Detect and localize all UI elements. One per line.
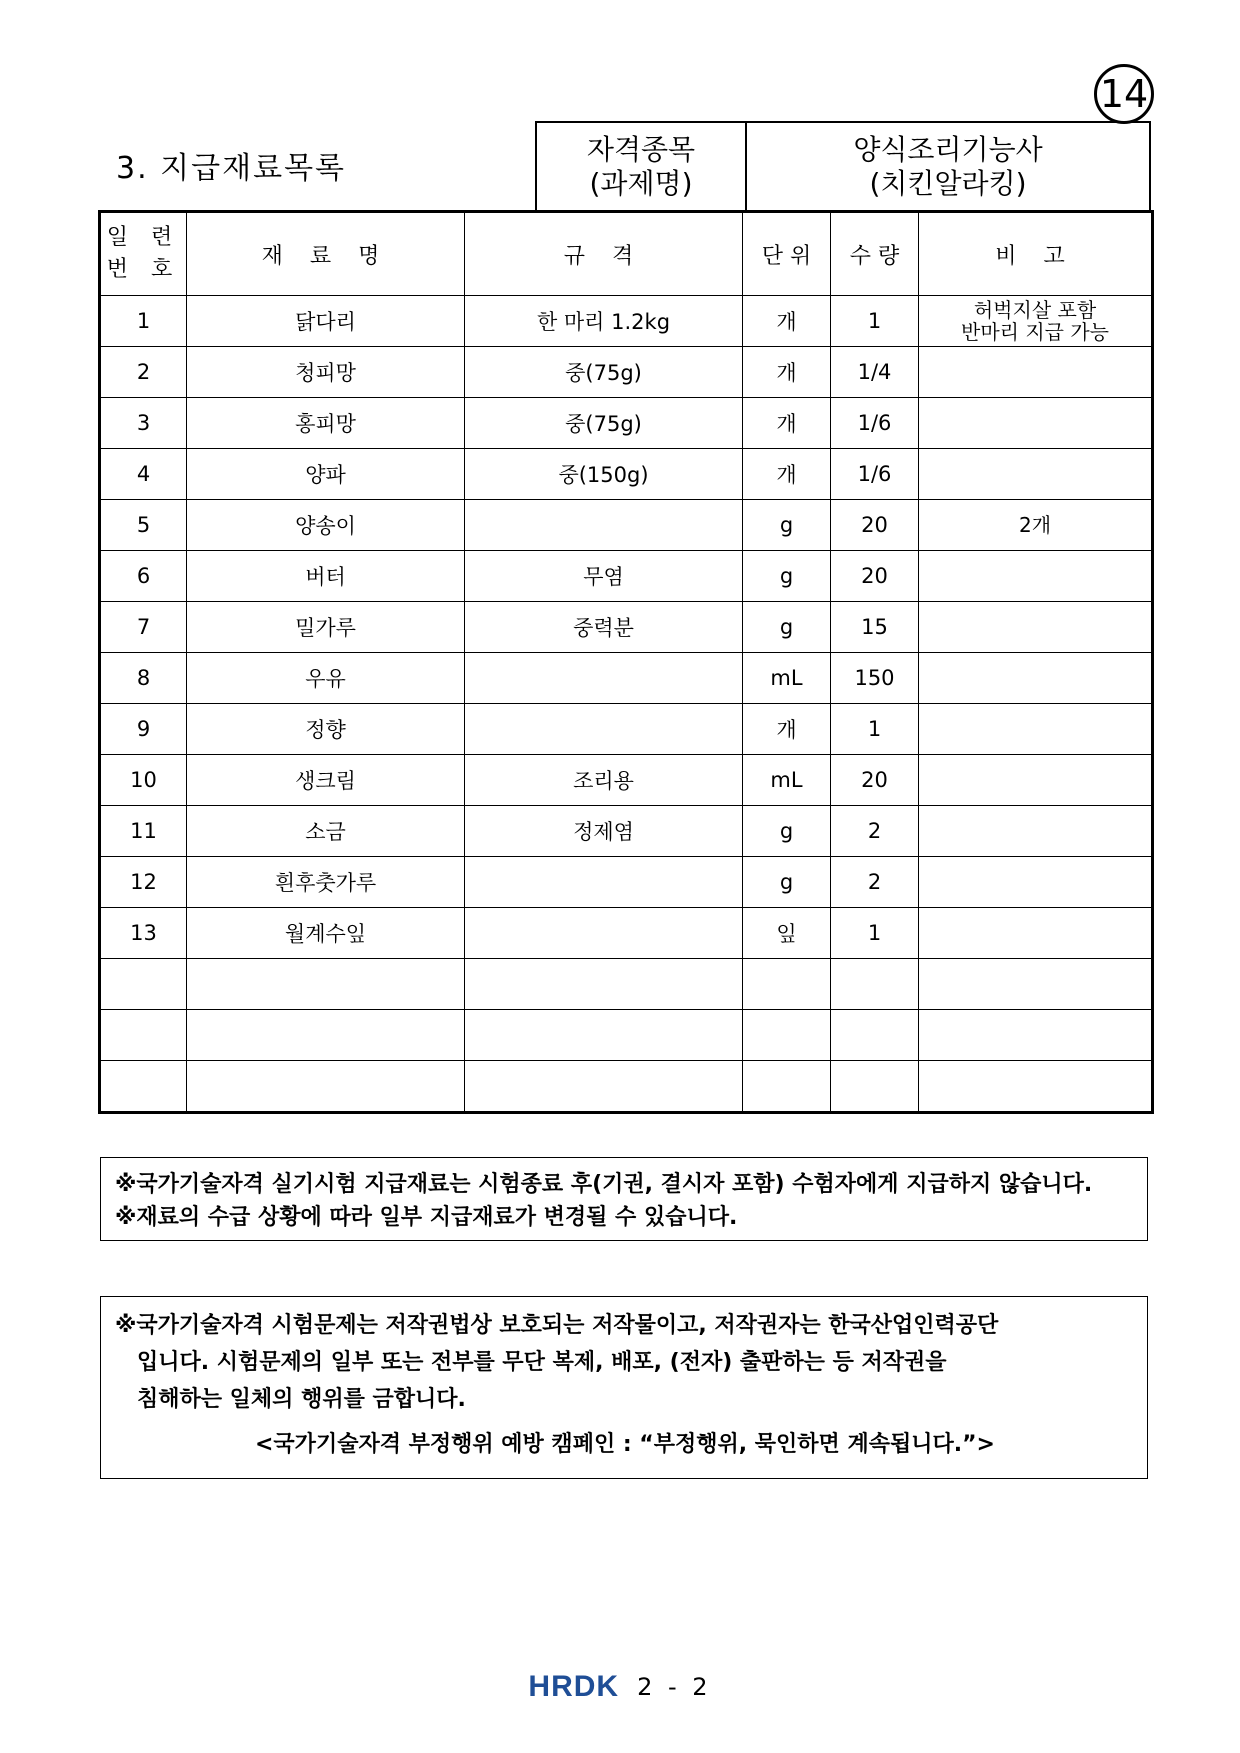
specification-cell [465,857,743,908]
note-note-line1: 허벅지살 포함 [973,298,1097,322]
table-row [100,500,1153,551]
note-cell [919,1010,1153,1061]
quantity-cell: 15 [831,602,919,653]
certification-value-line1: 양식조리기능사 [853,132,1043,166]
materials-table [98,210,1154,1114]
note-cell [919,551,1153,602]
serial-number-cell [100,959,187,1010]
note-cell [919,806,1153,857]
certification-value-line2: (치킨알라킹) [869,166,1027,200]
material-name-cell [187,1061,465,1113]
certification-label-line1: 자격종목 [586,132,696,166]
table-row [100,653,1153,704]
unit-cell: g [743,500,831,551]
specification-cell [465,1061,743,1113]
copyright-notice-line2: 입니다. 시험문제의 일부 또는 전부를 무단 복제, 배포, (전자) 출판하는 등 저작권을 [137,1350,947,1375]
page-footer [0,1670,1240,1704]
hrdk-logo: HRDK [528,1670,620,1703]
specification-cell: 무염 [465,551,743,602]
note-cell [919,602,1153,653]
note-cell [919,704,1153,755]
table-row [100,806,1153,857]
quantity-cell [831,959,919,1010]
table-row [100,449,1153,500]
serial-number-cell: 11 [100,806,187,857]
table-row [100,908,1153,959]
note-cell [919,1061,1153,1113]
material-name-cell: 정향 [187,704,465,755]
material-name-cell: 버터 [187,551,465,602]
serial-number-cell [100,1061,187,1113]
header-unit: 단 위 [743,212,831,296]
material-name-cell: 청피망 [187,347,465,398]
header-note: 비 고 [919,212,1153,296]
specification-cell [465,704,743,755]
note-cell [919,296,1153,347]
serial-number-cell: 2 [100,347,187,398]
material-name-cell [187,1010,465,1061]
serial-number-cell: 10 [100,755,187,806]
unit-cell [743,1010,831,1061]
material-name-cell [187,959,465,1010]
supply-notice-line2: ※재료의 수급 상황에 따라 일부 지급재료가 변경될 수 있습니다. [115,1205,738,1230]
quantity-cell: 1/4 [831,347,919,398]
table-row [100,398,1153,449]
table-row [100,551,1153,602]
serial-number-cell: 13 [100,908,187,959]
note-cell [919,857,1153,908]
serial-number-cell: 5 [100,500,187,551]
specification-cell [465,653,743,704]
material-name-cell: 생크림 [187,755,465,806]
unit-cell: 개 [743,347,831,398]
section-title: 3. 지급재료목록 [116,151,347,186]
quantity-cell: 1/6 [831,398,919,449]
header-material-name: 재 료 명 [187,212,465,296]
copyright-notice-line3: 침해하는 일체의 행위를 금합니다. [137,1387,466,1412]
campaign-slogan: <국가기술자격 부정행위 예방 캠페인 : “부정행위, 묵인하면 계속됩니다.”> [255,1432,995,1457]
material-name-cell: 양파 [187,449,465,500]
table-row [100,704,1153,755]
certification-box [535,121,1151,210]
table-row [100,347,1153,398]
material-name-cell: 월계수잎 [187,908,465,959]
material-name-cell: 밀가루 [187,602,465,653]
specification-cell [465,908,743,959]
header-serial-line2: 번 호 [106,257,181,282]
serial-number-cell: 1 [100,296,187,347]
quantity-cell [831,1010,919,1061]
table-row [100,755,1153,806]
specification-cell: 정제염 [465,806,743,857]
note-cell [919,755,1153,806]
quantity-cell: 2 [831,857,919,908]
unit-cell: mL [743,653,831,704]
copyright-notice-box [100,1296,1148,1479]
note-note-line1: 2개 [1018,513,1052,537]
note-note-line2: 반마리 지급 가능 [961,320,1109,344]
material-name-cell: 닭다리 [187,296,465,347]
serial-number-cell: 6 [100,551,187,602]
serial-number-cell: 12 [100,857,187,908]
quantity-cell: 1 [831,908,919,959]
unit-cell [743,959,831,1010]
note-cell [919,398,1153,449]
specification-cell: 중(75g) [465,347,743,398]
specification-cell [465,1010,743,1061]
serial-number-cell: 3 [100,398,187,449]
unit-cell [743,1061,831,1113]
unit-cell: 잎 [743,908,831,959]
note-cell [919,500,1153,551]
unit-cell: g [743,806,831,857]
footer-page-number: 2 - 2 [637,1673,712,1701]
quantity-cell: 20 [831,500,919,551]
table-row [100,602,1153,653]
table-row [100,296,1153,347]
table-row [100,857,1153,908]
table-header-row [100,212,1153,296]
certification-label [537,123,747,210]
note-cell [919,959,1153,1010]
unit-cell: 개 [743,449,831,500]
quantity-cell: 2 [831,806,919,857]
supply-notice-line1: ※국가기술자격 실기시험 지급재료는 시험종료 후(기권, 결시자 포함) 수험자에게 지급하지 않습니다. [115,1172,1093,1197]
serial-number-cell: 8 [100,653,187,704]
note-cell [919,347,1153,398]
note-cell [919,449,1153,500]
header-serial-number [100,212,187,296]
specification-cell: 한 마리 1.2kg [465,296,743,347]
note-cell [919,653,1153,704]
unit-cell: mL [743,755,831,806]
quantity-cell: 1 [831,296,919,347]
note-cell [919,908,1153,959]
specification-cell: 중(150g) [465,449,743,500]
header-serial-line1: 일 련 [106,225,181,250]
serial-number-cell [100,1010,187,1061]
unit-cell: 개 [743,296,831,347]
unit-cell: 개 [743,704,831,755]
materials-table-body [100,296,1153,1113]
certification-label-line2: (과제명) [589,166,693,200]
table-row [100,1061,1153,1113]
quantity-cell: 20 [831,755,919,806]
table-row [100,1010,1153,1061]
specification-cell: 조리용 [465,755,743,806]
material-name-cell: 소금 [187,806,465,857]
serial-number-cell: 7 [100,602,187,653]
unit-cell: 개 [743,398,831,449]
supply-notice-box [100,1157,1148,1241]
header-quantity: 수 량 [831,212,919,296]
unit-cell: g [743,857,831,908]
material-name-cell: 우유 [187,653,465,704]
quantity-cell: 20 [831,551,919,602]
specification-cell [465,500,743,551]
quantity-cell: 1 [831,704,919,755]
copyright-notice-line1: ※국가기술자격 시험문제는 저작권법상 보호되는 저작물이고, 저작권자는 한국산업인력공단 [115,1313,999,1338]
serial-number-cell: 4 [100,449,187,500]
material-name-cell: 홍피망 [187,398,465,449]
specification-cell: 중력분 [465,602,743,653]
material-name-cell: 양송이 [187,500,465,551]
material-name-cell: 흰후춧가루 [187,857,465,908]
quantity-cell [831,1061,919,1113]
header-specification: 규 격 [465,212,743,296]
specification-cell: 중(75g) [465,398,743,449]
document-header [98,121,1151,210]
certification-value [747,123,1149,210]
unit-cell: g [743,602,831,653]
table-row [100,959,1153,1010]
specification-cell [465,959,743,1010]
quantity-cell: 1/6 [831,449,919,500]
copyright-notice-text [115,1307,1135,1418]
page-number-badge: 14 [1094,64,1154,124]
unit-cell: g [743,551,831,602]
quantity-cell: 150 [831,653,919,704]
serial-number-cell: 9 [100,704,187,755]
